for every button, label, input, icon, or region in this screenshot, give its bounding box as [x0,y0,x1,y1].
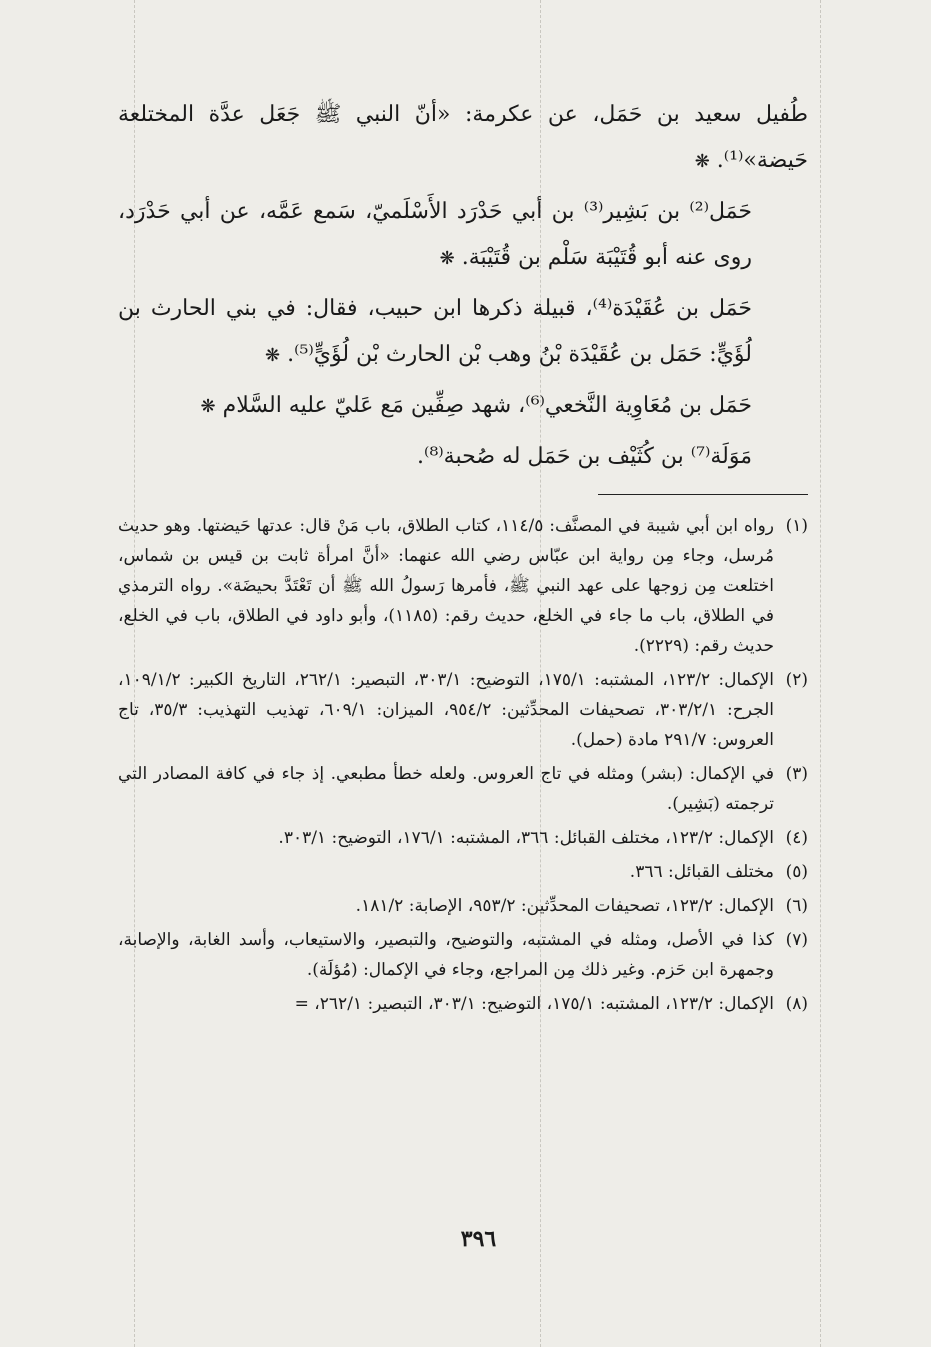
footnote-3 [118,759,808,819]
footnote-text: الإكمال: ١٢٣/٢، المشتبه: ١٧٥/١، التوضيح: ٣٠٣/١، التبصير: ٢٦٢/١، التاريخ الكبير: ١٠٩/١/٢، الجرح: ٣٠٣/٢/١، تصحيفات المحدِّثين: ٩٥٤/٢، الميزان: ٦٠٩/١، تهذيب التهذيب: ٣٥/٣، تاج العروس: ٢٩١/٧ مادة (حمل). [118,670,775,750]
entry-text: حَمَل بن عُقَيْدَة⁽⁴⁾، قبيلة ذكرها ابن حبيب، فقال: في بني الحارث بن لُؤَيٍّ: حَمَل بن عُقَيْدَة بْنُ وهب بْن الحارث بْن لُؤَيٍّ⁽⁵⁾. [118,296,752,367]
footnote-8 [118,989,808,1019]
entry-tufayl [118,92,808,185]
footnote-number: (٦) [785,896,808,916]
footnote-5 [118,857,808,887]
footnote-number: (٥) [785,862,808,882]
footnote-6 [118,891,808,921]
entry-hamal-uqayda [118,286,808,379]
footnote-number: (٨) [785,994,808,1014]
star-icon: ❋ [265,345,281,366]
footnote-text: الإكمال: ١٢٣/٢، تصحيفات المحدِّثين: ٩٥٣/٢، الإصابة: ١٨١/٢. [355,896,774,916]
star-icon: ❋ [200,396,216,417]
entry-text: طُفيل سعيد بن حَمَل، عن عكرمة: «أنّ النبي ﷺ جَعَل عدَّة المختلعة حَيضة»⁽¹⁾. [118,102,808,173]
footnote-7 [118,925,808,985]
entry-hamal-muawiya [118,383,808,430]
entry-text: مَوَلَة⁽⁷⁾ بن كُثَيْف بن حَمَل له صُحبة⁽⁸⁾. [417,444,752,469]
footnote-number: (٤) [785,828,808,848]
page-number: ٣٩٦ [460,1226,497,1252]
footnote-2 [118,665,808,755]
footnote-number: (٧) [785,930,808,950]
star-icon: ❋ [694,151,710,172]
footnote-number: (٢) [785,670,808,690]
margin-guide-right [820,0,821,1347]
page-body [118,92,808,1023]
footnote-separator [598,494,808,495]
footnote-text: في الإكمال: (بشر) ومثله في تاج العروس. ولعله خطأ مطبعي. إذ جاء في كافة المصادر التي ترجمته (بَشِير). [118,764,774,814]
entry-hamal-bashir [118,189,808,282]
footnote-number: (١) [785,516,808,536]
footnote-4 [118,823,808,853]
entry-text: حَمَل⁽²⁾ بن بَشِير⁽³⁾ بن أبي حَدْرَد الأَسْلَميّ، سَمع عَمَّه، عن أبي حَدْرَد، روى عنه أبو قُتَيْبَة سَلْم بن قُتَيْبَة. [118,199,752,270]
footnote-text: كذا في الأصل، ومثله في المشتبه، والتوضيح، والتبصير، والاستيعاب، وأسد الغابة، والإصابة، وجمهرة ابن حَزم. وغير ذلك مِن المراجع، وجاء في الإكمال: (مُؤلَة). [118,930,774,980]
footnote-text: رواه ابن أبي شيبة في المصنَّف: ١١٤/٥، كتاب الطلاق، باب مَنْ قال: عدتها حَيضتها. وهو حديث مُرسل، وجاء مِن رواية ابن عبّاس رضي الله عنهما: «أنَّ امرأة ثابت بن قيس بن شماس، اختلعت مِن زوجها على عهد النبي ﷺ، فأمرها رَسولُ الله ﷺ أن تَعْتَدَّ بحيضَة». رواه الترمذي في الطلاق، باب ما جاء في الخلع، حديث رقم: (١١٨٥)، وأبو داود في الطلاق، باب في الخلع، حديث رقم: (٢٢٢٩). [118,516,775,656]
footnote-number: (٣) [785,764,808,784]
footnotes [118,511,808,1019]
star-icon: ❋ [439,248,455,269]
footnote-1 [118,511,808,661]
entry-text: حَمَل بن مُعَاوِية النَّخعي⁽⁶⁾، شهد صِفِّين مَع عَليّ عليه السَّلام [222,393,752,418]
entry-mawala [118,434,808,480]
footnote-text: مختلف القبائل: ٣٦٦. [629,862,774,882]
footnote-text: الإكمال: ١٢٣/٢، المشتبه: ١٧٥/١، التوضيح: ٣٠٣/١، التبصير: ٢٦٢/١، = [294,994,774,1014]
footnote-text: الإكمال: ١٢٣/٢، مختلف القبائل: ٣٦٦، المشتبه: ١٧٦/١، التوضيح: ٣٠٣/١. [278,828,774,848]
